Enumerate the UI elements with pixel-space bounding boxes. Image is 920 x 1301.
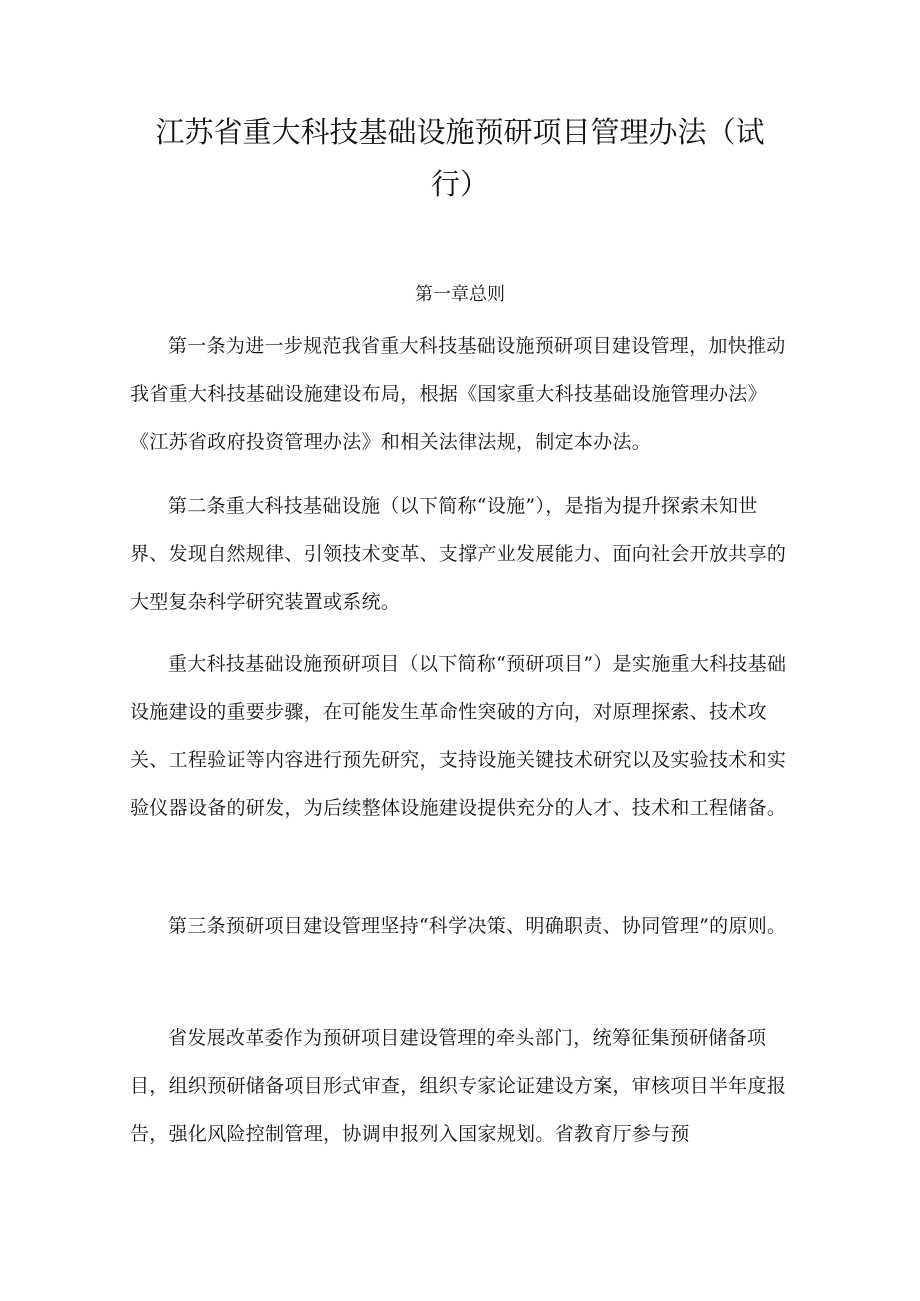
article-1-paragraph	[130, 322, 790, 466]
paragraph: 第三条预研项目建设管理坚持“科学决策、明确职责、协同管理”的原则。	[168, 915, 787, 937]
paragraph: 第二条重大科技基础设施（以下简称“设施”），是指为提升探索未知世界、发现自然规律、引领技术变革、支撑产业发展能力、面向社会开放共享的大型复杂科学研究装置或系统。	[130, 495, 787, 613]
responsibility-paragraph	[130, 1014, 790, 1158]
document-title-line-2: 行）	[430, 167, 489, 201]
chapter-heading: 第一章总则	[415, 284, 505, 305]
paragraph: 重大科技基础设施预研项目（以下简称“预研项目”）是实施重大科技基础设施建设的重要步骤，在可能发生革命性突破的方向，对原理探索、技术攻关、工程验证等内容进行预先研究，支持设施关键技术研究以及实验技术和实验仪器设备的研发，为后续整体设施建设提供充分的人才、技术和工程储备。	[130, 653, 787, 819]
article-2-paragraph	[130, 482, 790, 626]
document-title-line-1: 江苏省重大科技基础设施预研项目管理办法（试	[155, 115, 765, 149]
paragraph: 省发展改革委作为预研项目建设管理的牵头部门，统筹征集预研储备项目，组织预研储备项目形式审查，组织专家论证建设方案，审核项目半年度报告，强化风险控制管理，协调申报列入国家规划。省教育厅参与预	[130, 1027, 787, 1145]
preresearch-definition-paragraph	[130, 640, 790, 832]
article-3-paragraph	[130, 902, 790, 950]
paragraph: 第一条为进一步规范我省重大科技基础设施预研项目建设管理，加快推动我省重大科技基础设施建设布局，根据《国家重大科技基础设施管理办法》《江苏省政府投资管理办法》和相关法律法规，制定本办法。	[130, 335, 786, 453]
document-title	[130, 106, 790, 210]
